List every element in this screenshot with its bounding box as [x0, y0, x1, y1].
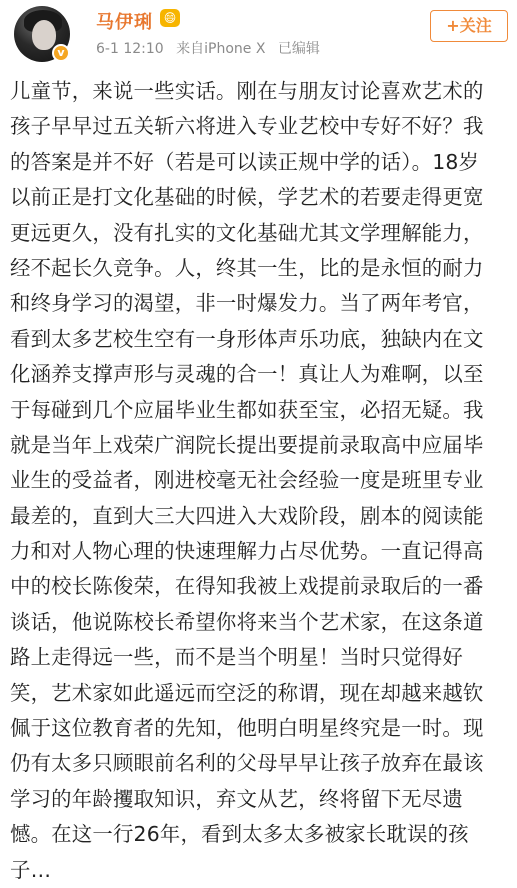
post-body-line: 仍有太多只顾眼前名利的父母早早让孩子放弃在最该: [10, 751, 484, 776]
post-body-line: 的答案是并不好（若是可以读正规中学的话）。18岁: [10, 149, 480, 174]
post-body-line: 更远更久，没有扎实的文化基础尤其文学理解能力，: [10, 220, 484, 245]
post-body-line: 谈话，他说陈校长希望你将来当个艺术家，在这条道: [10, 609, 484, 634]
post-body-line: 看到太多艺校生空有一身形体声乐功底，独缺内在文: [10, 326, 484, 351]
vip-emoji-icon: 😄: [160, 9, 180, 27]
post-body-line: 力和对人物心理的快速理解力占尽优势。一直记得高: [10, 539, 484, 564]
post-body-line: 孩子早早过五关斩六将进入专业艺校中专好不好？我: [10, 114, 484, 139]
post-body-line: 路上走得远一些，而不是当个明星！当时只觉得好: [10, 645, 463, 670]
post-body-line: 以前正是打文化基础的时候，学艺术的若要走得更宽: [10, 185, 484, 210]
post-body-line: 最差的，直到大三大四进入大戏阶段，剧本的阅读能: [10, 503, 484, 528]
post-meta: [96, 38, 328, 58]
post-body-line: 儿童节，来说一些实话。刚在与朋友讨论喜欢艺术的: [10, 79, 484, 103]
post-header: [0, 0, 517, 72]
post-body-line: 中的校长陈俊荣，在得知我被上戏提前录取后的一番: [10, 574, 484, 599]
post-body-line: 经不起长久竞争。人，终其一生，比的是永恒的耐力: [10, 255, 484, 280]
post-body-line: 化涵养支撑声形与灵魂的合一！真让人为难啊，以至: [10, 362, 484, 387]
post-body-line: 于每碰到几个应届毕业生都如获至宝，必招无疑。我: [10, 397, 484, 422]
verified-badge-icon: v: [52, 44, 70, 62]
post-body: [10, 74, 508, 888]
post-body-line: 和终身学习的渴望，非一时爆发力。当了两年考官，: [10, 291, 484, 316]
post-body-line: 笑，艺术家如此遥远而空泛的称谓，现在却越来越钦: [10, 680, 484, 705]
post-body-line: 憾。在这一行26年，看到太多太多被家长耽误的孩: [10, 822, 469, 847]
post-body-line: 佩于这位教育者的先知，他明白明星终究是一时。现: [10, 716, 484, 741]
avatar-face: [32, 20, 56, 50]
post-body-line: 子…: [10, 857, 52, 882]
username[interactable]: 马伊琍: [96, 12, 153, 33]
post-edited-label[interactable]: 已编辑: [277, 41, 320, 57]
follow-button[interactable]: +关注: [430, 10, 508, 42]
post-source[interactable]: 来自iPhone X: [176, 41, 266, 57]
post-date: 6-1 12:10: [96, 41, 164, 57]
post-body-line: 就是当年上戏荣广润院长提出要提前录取高中应届毕: [10, 432, 484, 457]
post-body-line: 学习的年龄攫取知识，弃文从艺，终将留下无尽遗: [10, 786, 463, 811]
post-body-line: 业生的受益者，刚进校毫无社会经验一度是班里专业: [10, 468, 484, 493]
